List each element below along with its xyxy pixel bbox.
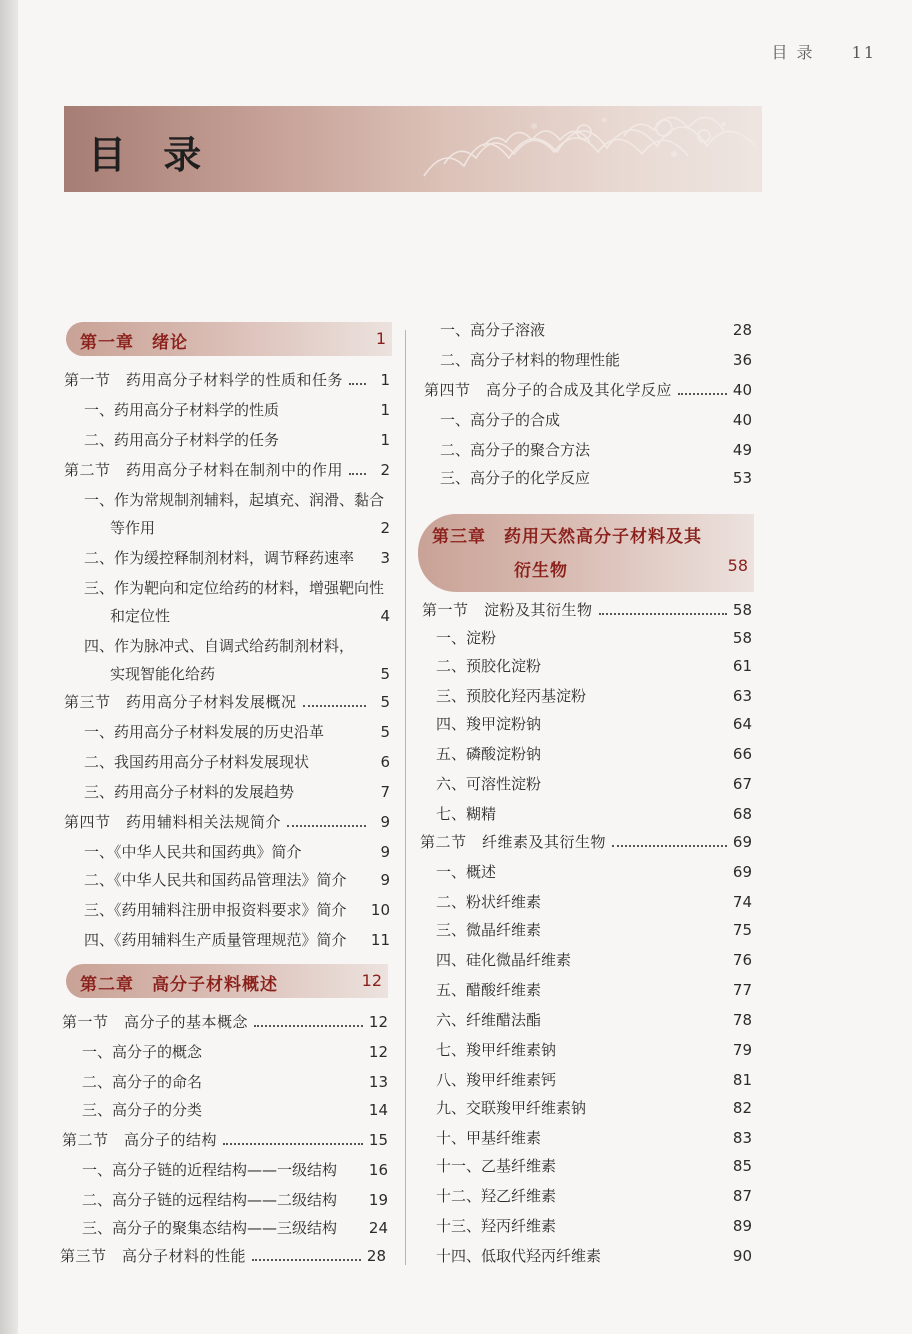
- chapter-title-line2: 衍生物: [514, 561, 568, 581]
- toc-entry-section[interactable]: [64, 686, 390, 712]
- toc-entry[interactable]: [84, 864, 390, 890]
- toc-label: 一、《中华人民共和国药典》简介: [84, 843, 302, 861]
- toc-label: 一、作为常规制剂辅料，起填充、润滑、黏合: [84, 491, 385, 509]
- toc-page-number: 7: [380, 783, 390, 801]
- toc-entry[interactable]: [84, 836, 390, 862]
- toc-entry-section[interactable]: [64, 454, 390, 480]
- toc-page-number: 90: [732, 1247, 752, 1265]
- toc-label: 一、高分子溶液: [440, 321, 546, 339]
- toc-label: 二、粉状纤维素: [436, 893, 542, 911]
- toc-label: 二、高分子的命名: [82, 1073, 203, 1091]
- toc-label: 和定位性: [110, 607, 171, 625]
- toc-page-number: 75: [732, 921, 752, 939]
- column-divider: [405, 330, 406, 1265]
- toc-label: 六、纤维醋法酯: [436, 1011, 542, 1029]
- toc-entry[interactable]: [436, 798, 752, 824]
- toc-page-number: 87: [732, 1187, 752, 1205]
- toc-entry[interactable]: [436, 914, 752, 940]
- toc-label: 第二节 高分子的结构: [62, 1131, 218, 1149]
- toc-label: 二、《中华人民共和国药品管理法》简介: [84, 871, 347, 889]
- toc-entry[interactable]: [436, 974, 752, 1000]
- toc-label: 三、药用高分子材料的发展趋势: [84, 783, 295, 801]
- toc-entry[interactable]: [436, 886, 752, 912]
- toc-label: 一、高分子的概念: [82, 1043, 203, 1061]
- toc-label: 第二节 纤维素及其衍生物: [420, 833, 607, 851]
- toc-entry-section[interactable]: [422, 594, 752, 620]
- toc-page-number: 13: [368, 1073, 388, 1091]
- toc-entry[interactable]: [440, 462, 752, 488]
- toc-label: 三、高分子的分类: [82, 1101, 203, 1119]
- toc-entry[interactable]: [440, 434, 752, 460]
- toc-label: 三、微晶纤维素: [436, 921, 542, 939]
- toc-entry-section[interactable]: [60, 1240, 386, 1266]
- dot-leader: [599, 613, 727, 615]
- toc-page-number: 85: [732, 1157, 752, 1175]
- toc-page-number: 16: [368, 1161, 388, 1179]
- toc-page-number: 77: [732, 981, 752, 999]
- toc-label: 第一节 高分子的基本概念: [62, 1013, 249, 1031]
- toc-page-number: 2: [380, 461, 390, 479]
- toc-entry[interactable]: [436, 738, 752, 764]
- toc-entry[interactable]: [436, 708, 752, 734]
- toc-page-number: 5: [380, 665, 390, 683]
- toc-label: 五、醋酸纤维素: [436, 981, 542, 999]
- running-head-label: 目 录: [771, 43, 815, 62]
- toc-entry[interactable]: [84, 776, 390, 802]
- toc-page-number: 4: [380, 607, 390, 625]
- contents-title: 目 录: [88, 132, 214, 177]
- toc-entry[interactable]: [436, 1092, 752, 1118]
- toc-label: 一、高分子的合成: [440, 411, 561, 429]
- toc-entry-continuation[interactable]: [110, 600, 390, 626]
- toc-entry-continuation[interactable]: [110, 512, 390, 538]
- dot-leader: [349, 383, 366, 385]
- dot-leader: [223, 1143, 363, 1145]
- toc-page-number: 63: [732, 687, 752, 705]
- toc-label: 八、羧甲纤维素钙: [436, 1071, 557, 1089]
- toc-page-number: 9: [380, 813, 390, 831]
- toc-page-number: 76: [732, 951, 752, 969]
- toc-label: 三、作为靶向和定位给药的材料，增强靶向性: [84, 579, 385, 597]
- toc-label: 等作用: [110, 519, 156, 537]
- toc-page-number: 12: [368, 1043, 388, 1061]
- toc-label: 十二、羟乙纤维素: [436, 1187, 557, 1205]
- toc-entry-continuation[interactable]: [110, 658, 390, 684]
- toc-entry[interactable]: [436, 1240, 752, 1266]
- toc-page-number: 66: [732, 745, 752, 763]
- toc-page-number: 36: [732, 351, 752, 369]
- toc-label: 十、甲基纤维素: [436, 1129, 542, 1147]
- toc-entry[interactable]: [82, 1036, 388, 1062]
- toc-entry-section[interactable]: [64, 364, 390, 390]
- toc-label: 十一、乙基纤维素: [436, 1157, 557, 1175]
- toc-entry[interactable]: [84, 630, 390, 656]
- toc-label: 第三节 药用高分子材料发展概况: [64, 693, 297, 711]
- toc-page-number: 58: [732, 601, 752, 619]
- toc-label: 五、磷酸淀粉钠: [436, 745, 542, 763]
- toc-entry[interactable]: [440, 404, 752, 430]
- toc-entry[interactable]: [82, 1154, 388, 1180]
- toc-page-number: 53: [732, 469, 752, 487]
- toc-label: 第四节 高分子的合成及其化学反应: [424, 381, 673, 399]
- toc-page-number: 19: [368, 1191, 388, 1209]
- toc-entry[interactable]: [82, 1212, 388, 1238]
- toc-entry[interactable]: [84, 746, 390, 772]
- toc-page-number: 9: [380, 843, 390, 861]
- toc-label: 四、硅化微晶纤维素: [436, 951, 572, 969]
- toc-entry[interactable]: [84, 424, 390, 450]
- toc-entry[interactable]: [440, 314, 752, 340]
- toc-label: 七、糊精: [436, 805, 497, 823]
- toc-entry[interactable]: [436, 1004, 752, 1030]
- toc-label: 十四、低取代羟丙纤维素: [436, 1247, 602, 1265]
- chapter-heading[interactable]: [418, 514, 754, 592]
- toc-label: 七、羧甲纤维素钠: [436, 1041, 557, 1059]
- chapter-title: 第一章 绪论: [80, 333, 188, 353]
- toc-label: 二、我国药用高分子材料发展现状: [84, 753, 310, 771]
- toc-page-number: 10: [370, 901, 390, 919]
- toc-entry[interactable]: [440, 344, 752, 370]
- toc-label: 三、高分子的聚集态结构——三级结构: [82, 1219, 338, 1237]
- toc-label: 一、概述: [436, 863, 497, 881]
- toc-page-number: 6: [380, 753, 390, 771]
- toc-entry[interactable]: [436, 1064, 752, 1090]
- toc-label: 二、高分子的聚合方法: [440, 441, 591, 459]
- toc-entry[interactable]: [82, 1094, 388, 1120]
- toc-page-number: 1: [380, 371, 390, 389]
- toc-label: 第二节 药用高分子材料在制剂中的作用: [64, 461, 344, 479]
- toc-page-number: 49: [732, 441, 752, 459]
- toc-entry-section[interactable]: [424, 374, 752, 400]
- toc-page-number: 81: [732, 1071, 752, 1089]
- chapter-title: 第二章 高分子材料概述: [80, 975, 278, 995]
- toc-entry[interactable]: [436, 856, 752, 882]
- toc-page-number: 28: [732, 321, 752, 339]
- toc-page-number: 11: [370, 931, 390, 949]
- toc-entry[interactable]: [82, 1184, 388, 1210]
- toc-page-number: 58: [732, 629, 752, 647]
- chapter-page: 1: [375, 329, 386, 348]
- toc-label: 三、高分子的化学反应: [440, 469, 591, 487]
- toc-page-number: 28: [366, 1247, 386, 1265]
- toc-label: 实现智能化给药: [110, 665, 216, 683]
- toc-label: 二、预胶化淀粉: [436, 657, 542, 675]
- toc-page-number: 69: [732, 863, 752, 881]
- toc-label: 二、高分子链的远程结构——二级结构: [82, 1191, 338, 1209]
- toc-entry[interactable]: [84, 484, 390, 510]
- toc-page-number: 40: [732, 381, 752, 399]
- toc-entry[interactable]: [84, 716, 390, 742]
- dot-leader: [303, 705, 366, 707]
- toc-page-number: 78: [732, 1011, 752, 1029]
- dot-leader: [678, 393, 727, 395]
- toc-label: 第一节 淀粉及其衍生物: [422, 601, 593, 619]
- toc-page-number: 64: [732, 715, 752, 733]
- toc-label: 十三、羟丙纤维素: [436, 1217, 557, 1235]
- toc-label: 四、《药用辅料生产质量管理规范》简介: [84, 931, 347, 949]
- toc-entry[interactable]: [436, 622, 752, 648]
- toc-entry-section[interactable]: [64, 806, 390, 832]
- contents-title-banner: [64, 106, 762, 192]
- toc-page-number: 74: [732, 893, 752, 911]
- toc-page-number: 68: [732, 805, 752, 823]
- toc-label: 第四节 药用辅料相关法规简介: [64, 813, 282, 831]
- dot-leader: [349, 473, 366, 475]
- chapter-title-line1: 第三章 药用天然高分子材料及其: [432, 527, 702, 547]
- toc-label: 一、药用高分子材料学的性质: [84, 401, 280, 419]
- toc-entry[interactable]: [84, 924, 390, 950]
- toc-entry-section[interactable]: [62, 1124, 388, 1150]
- toc-page-number: 1: [380, 401, 390, 419]
- toc-label: 第一节 药用高分子材料学的性质和任务: [64, 371, 344, 389]
- toc-entry[interactable]: [82, 1066, 388, 1092]
- toc-entry[interactable]: [436, 768, 752, 794]
- toc-entry[interactable]: [84, 542, 390, 568]
- toc-label: 一、高分子链的近程结构——一级结构: [82, 1161, 338, 1179]
- toc-label: 三、预胶化羟丙基淀粉: [436, 687, 587, 705]
- toc-page-number: 69: [732, 833, 752, 851]
- dot-leader: [254, 1025, 363, 1027]
- toc-entry[interactable]: [84, 394, 390, 420]
- toc-page-number: 5: [380, 693, 390, 711]
- toc-label: 二、药用高分子材料学的任务: [84, 431, 280, 449]
- toc-page-number: 79: [732, 1041, 752, 1059]
- toc-page-number: 3: [380, 549, 390, 567]
- toc-entry[interactable]: [436, 1150, 752, 1176]
- toc-page-number: 61: [732, 657, 752, 675]
- toc-entry[interactable]: [436, 1034, 752, 1060]
- toc-page-number: 2: [380, 519, 390, 537]
- toc-label: 四、羧甲淀粉钠: [436, 715, 542, 733]
- dot-leader: [287, 825, 366, 827]
- toc-entry[interactable]: [436, 1210, 752, 1236]
- toc-label: 二、高分子材料的物理性能: [440, 351, 621, 369]
- toc-label: 四、作为脉冲式、自调式给药制剂材料，: [84, 637, 355, 655]
- toc-entry-section[interactable]: [62, 1006, 388, 1032]
- chapter-page: 12: [361, 971, 382, 990]
- toc-entry[interactable]: [84, 572, 390, 598]
- chapter-page: 58: [727, 556, 748, 575]
- toc-page-number: 5: [380, 723, 390, 741]
- toc-entry[interactable]: [436, 1122, 752, 1148]
- dot-leader: [612, 845, 727, 847]
- running-head: [771, 40, 876, 63]
- chapter-heading[interactable]: [66, 964, 388, 998]
- toc-entry[interactable]: [436, 1180, 752, 1206]
- toc-page-number: 89: [732, 1217, 752, 1235]
- toc-page-number: 12: [368, 1013, 388, 1031]
- toc-label: 一、药用高分子材料发展的历史沿革: [84, 723, 325, 741]
- toc-entry[interactable]: [84, 894, 390, 920]
- toc-page-number: 83: [732, 1129, 752, 1147]
- book-spine-shadow: [0, 0, 18, 1334]
- toc-entry[interactable]: [436, 650, 752, 676]
- toc-page-number: 14: [368, 1101, 388, 1119]
- chapter-heading[interactable]: [66, 322, 392, 356]
- toc-page-number: 1: [380, 431, 390, 449]
- toc-label: 二、作为缓控释制剂材料，调节释药速率: [84, 549, 355, 567]
- toc-page-number: 24: [368, 1219, 388, 1237]
- toc-page-number: 67: [732, 775, 752, 793]
- toc-page-number: 9: [380, 871, 390, 889]
- toc-entry[interactable]: [436, 680, 752, 706]
- running-head-page-number: 11: [851, 43, 876, 62]
- toc-page-number: 40: [732, 411, 752, 429]
- toc-label: 九、交联羧甲纤维素钠: [436, 1099, 587, 1117]
- dot-leader: [252, 1259, 361, 1261]
- toc-label: 六、可溶性淀粉: [436, 775, 542, 793]
- toc-entry-section[interactable]: [420, 826, 752, 852]
- toc-page-number: 82: [732, 1099, 752, 1117]
- toc-label: 第三节 高分子材料的性能: [60, 1247, 247, 1265]
- toc-label: 一、淀粉: [436, 629, 497, 647]
- toc-label: 三、《药用辅料注册申报资料要求》简介: [84, 901, 347, 919]
- toc-page-number: 15: [368, 1131, 388, 1149]
- toc-entry[interactable]: [436, 944, 752, 970]
